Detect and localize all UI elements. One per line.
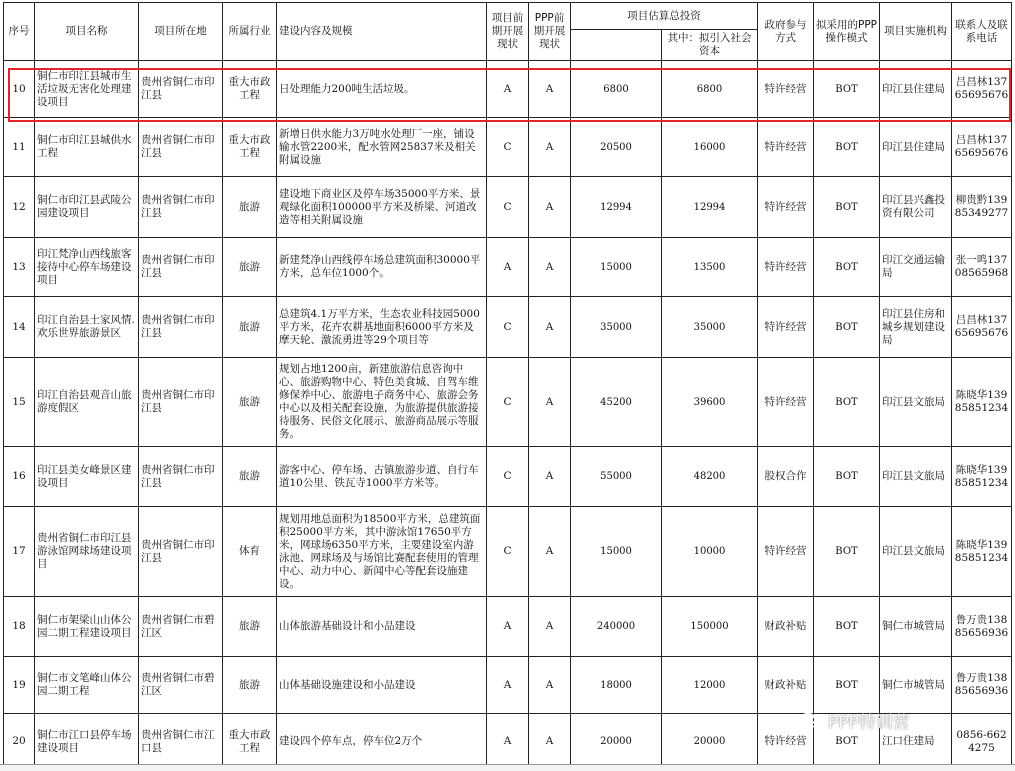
cell-gov-mode: 特许经营 — [758, 238, 814, 297]
cell-prework: A — [487, 714, 529, 770]
cell-seq: 10 — [4, 61, 35, 118]
header-industry: 所属行业 — [223, 3, 277, 61]
cell-location: 贵州省铜仁市印江县 — [139, 61, 223, 118]
cell-agency: 印江县住房和城乡规划建设局 — [880, 297, 952, 358]
cell-location: 贵州省铜仁市江口县 — [139, 714, 223, 770]
cell-op-mode: BOT — [814, 297, 880, 358]
cell-contact: 张一鸣13708565968 — [952, 238, 1012, 297]
cell-location: 贵州省铜仁市印江县 — [139, 118, 223, 177]
cell-seq: 18 — [4, 597, 35, 657]
cell-content: 规划用地总面积为18500平方米，总建筑面积25000平方米，其中游泳馆17650平方米，网球场6350平方米，主要建设室内游泳池、网球场及与场馆比赛配套使用的管理中心、动力中心、新闻中心等配套设施建设。 — [277, 507, 487, 597]
cell-location: 贵州省铜仁市印江县 — [139, 447, 223, 507]
cell-social: 48200 — [662, 447, 758, 507]
cell-prework: C — [487, 447, 529, 507]
cell-gov-mode: 股权合作 — [758, 447, 814, 507]
cell-ppp-prework: A — [529, 714, 571, 770]
cell-seq: 14 — [4, 297, 35, 358]
cell-prework: A — [487, 238, 529, 297]
cell-ppp-prework: A — [529, 507, 571, 597]
header-location: 项目所在地 — [139, 3, 223, 61]
cell-gov-mode: 特许经营 — [758, 61, 814, 118]
cell-industry: 旅游 — [223, 597, 277, 657]
header-of-which: 其中：拟引入社会资本 — [662, 30, 758, 61]
cell-contact: 吕昌林13765695676 — [952, 118, 1012, 177]
cell-industry: 旅游 — [223, 297, 277, 358]
cell-agency: 印江县文旅局 — [880, 447, 952, 507]
cell-content: 规划占地1200亩，新建旅游信息咨询中心、旅游购物中心、特色美食城、自驾车维修保养中心、旅游电子商务中心、旅游会务中心以及相关配套设施，为旅游提供旅游接待服务、民俗文化展示、旅游商品展示等服务。 — [277, 358, 487, 447]
cell-op-mode: BOT — [814, 714, 880, 770]
cell-prework: A — [487, 657, 529, 714]
header-gov-mode: 政府参与方式 — [758, 3, 814, 61]
cell-prework: C — [487, 507, 529, 597]
cell-agency: 印江县住建局 — [880, 118, 952, 177]
cell-industry: 重大市政工程 — [223, 61, 277, 118]
cell-name: 印江自治县土家风情.欢乐世界旅游景区 — [35, 297, 139, 358]
table-row — [4, 177, 1012, 238]
cell-social: 150000 — [662, 597, 758, 657]
cell-contact: 陈晓华13985851234 — [952, 358, 1012, 447]
cell-content: 游客中心、停车场、古镇旅游步道、自行车道10公里、铁瓦寺1000平方米等。 — [277, 447, 487, 507]
cell-content: 总建筑4.1万平方米，生态农业科技园5000平方米，花卉农耕基地面积6000平方米及摩天轮、激流勇进等29个项目等 — [277, 297, 487, 358]
table-body — [4, 61, 1012, 770]
cell-content: 山体基础设施建设和小品建设 — [277, 657, 487, 714]
cell-social: 12000 — [662, 657, 758, 714]
cell-contact: 鲁万贵13885656936 — [952, 657, 1012, 714]
cell-gov-mode: 特许经营 — [758, 177, 814, 238]
cell-seq: 11 — [4, 118, 35, 177]
cell-social: 13500 — [662, 238, 758, 297]
cell-agency: 铜仁市城管局 — [880, 657, 952, 714]
table-row — [4, 714, 1012, 770]
cell-total: 20500 — [571, 118, 662, 177]
cell-prework: C — [487, 297, 529, 358]
cell-total: 12994 — [571, 177, 662, 238]
cell-name: 铜仁市架梁山山体公园二期工程建设项目 — [35, 597, 139, 657]
cell-total: 15000 — [571, 507, 662, 597]
cell-industry: 旅游 — [223, 238, 277, 297]
header-seq: 序号 — [4, 3, 35, 61]
cell-social: 39600 — [662, 358, 758, 447]
cell-seq: 15 — [4, 358, 35, 447]
cell-name: 印江自治县观音山旅游度假区 — [35, 358, 139, 447]
cell-gov-mode: 财政补贴 — [758, 597, 814, 657]
cell-seq: 17 — [4, 507, 35, 597]
cell-op-mode: BOT — [814, 657, 880, 714]
cell-agency: 铜仁市城管局 — [880, 597, 952, 657]
cell-location: 贵州省铜仁市印江县 — [139, 177, 223, 238]
cell-industry: 旅游 — [223, 447, 277, 507]
cell-name: 铜仁市印江县城供水工程 — [35, 118, 139, 177]
header-investment-total — [571, 30, 662, 61]
cell-gov-mode: 特许经营 — [758, 118, 814, 177]
cell-contact: 吕昌林13765695676 — [952, 61, 1012, 118]
header-content: 建设内容及规模 — [277, 3, 487, 61]
cell-ppp-prework: A — [529, 657, 571, 714]
cell-op-mode: BOT — [814, 61, 880, 118]
cell-total: 55000 — [571, 447, 662, 507]
cell-name: 铜仁市江口县停车场建设项目 — [35, 714, 139, 770]
cell-total: 45200 — [571, 358, 662, 447]
header-name: 项目名称 — [35, 3, 139, 61]
cell-ppp-prework: A — [529, 297, 571, 358]
cell-op-mode: BOT — [814, 238, 880, 297]
cell-contact: 柳贵黔13985349277 — [952, 177, 1012, 238]
table-row — [4, 297, 1012, 358]
cell-prework: C — [487, 177, 529, 238]
cell-contact: 陈晓华13985851234 — [952, 447, 1012, 507]
cell-ppp-prework: A — [529, 447, 571, 507]
header-operation-mode: 拟采用的PPP操作模式 — [814, 3, 880, 61]
header-investment: 项目估算总投资 — [571, 3, 758, 30]
cell-ppp-prework: A — [529, 118, 571, 177]
table-row — [4, 597, 1012, 657]
cell-contact: 鲁万贵13885656936 — [952, 597, 1012, 657]
cell-total: 35000 — [571, 297, 662, 358]
table-row — [4, 118, 1012, 177]
cell-social: 35000 — [662, 297, 758, 358]
cell-seq: 12 — [4, 177, 35, 238]
cell-prework: A — [487, 61, 529, 118]
cell-industry: 旅游 — [223, 358, 277, 447]
cell-seq: 13 — [4, 238, 35, 297]
cell-location: 贵州省铜仁市印江县 — [139, 507, 223, 597]
cell-industry: 旅游 — [223, 177, 277, 238]
cell-name: 印江县美女峰景区建设项目 — [35, 447, 139, 507]
cell-agency: 印江县文旅局 — [880, 358, 952, 447]
table-row — [4, 61, 1012, 118]
cell-op-mode: BOT — [814, 507, 880, 597]
cell-location: 贵州省铜仁市碧江区 — [139, 597, 223, 657]
cell-industry: 体育 — [223, 507, 277, 597]
header-ppp-prework: PPP前期开展现状 — [529, 3, 571, 61]
table-row — [4, 358, 1012, 447]
cell-total: 15000 — [571, 238, 662, 297]
cell-op-mode: BOT — [814, 118, 880, 177]
watermark-text: PPP特训营 — [828, 712, 910, 733]
cell-ppp-prework: A — [529, 238, 571, 297]
cell-prework: A — [487, 597, 529, 657]
cell-name: 贵州省铜仁市印江县游泳馆网球场建设项目 — [35, 507, 139, 597]
cell-content: 山体旅游基础设计和小品建设 — [277, 597, 487, 657]
cell-industry: 重大市政工程 — [223, 714, 277, 770]
cell-contact: 0856-6624275 — [952, 714, 1012, 770]
cell-agency: 印江交通运输局 — [880, 238, 952, 297]
cell-op-mode: BOT — [814, 177, 880, 238]
cell-ppp-prework: A — [529, 358, 571, 447]
cell-location: 贵州省铜仁市印江县 — [139, 297, 223, 358]
cell-gov-mode: 特许经营 — [758, 358, 814, 447]
cell-social: 6800 — [662, 61, 758, 118]
cell-content: 建设地下商业区及停车场35000平方米、景观绿化面积100000平方米及桥梁、河道改造等相关附属设施 — [277, 177, 487, 238]
cell-seq: 20 — [4, 714, 35, 770]
cell-name: 印江梵净山西线旅客接待中心停车场建设项目 — [35, 238, 139, 297]
cell-industry: 旅游 — [223, 657, 277, 714]
cell-name: 铜仁市印江县武陵公园建设项目 — [35, 177, 139, 238]
cell-total: 240000 — [571, 597, 662, 657]
table-row — [4, 447, 1012, 507]
table-row — [4, 657, 1012, 714]
cell-content: 新建梵净山西线停车场总建筑面积30000平方米，总车位1000个。 — [277, 238, 487, 297]
cell-social: 12994 — [662, 177, 758, 238]
cell-gov-mode: 特许经营 — [758, 297, 814, 358]
cell-social: 16000 — [662, 118, 758, 177]
header-agency: 项目实施机构 — [880, 3, 952, 61]
cell-prework: C — [487, 118, 529, 177]
cell-total: 18000 — [571, 657, 662, 714]
cell-total: 6800 — [571, 61, 662, 118]
cell-location: 贵州省铜仁市印江县 — [139, 358, 223, 447]
cell-name: 铜仁市文笔峰山体公园二期工程 — [35, 657, 139, 714]
cell-agency: 江口住建局 — [880, 714, 952, 770]
table-row — [4, 507, 1012, 597]
cell-social: 20000 — [662, 714, 758, 770]
cell-agency: 印江县兴鑫投资有限公司 — [880, 177, 952, 238]
table-header — [4, 3, 1012, 61]
cell-industry: 重大市政工程 — [223, 118, 277, 177]
cell-agency: 印江县文旅局 — [880, 507, 952, 597]
table-row — [4, 238, 1012, 297]
cell-seq: 16 — [4, 447, 35, 507]
cell-content: 建设四个停车点，停车位2万个 — [277, 714, 487, 770]
ppp-project-table — [3, 2, 1012, 770]
cell-gov-mode: 特许经营 — [758, 714, 814, 770]
cell-social: 10000 — [662, 507, 758, 597]
cell-op-mode: BOT — [814, 597, 880, 657]
cell-gov-mode: 特许经营 — [758, 507, 814, 597]
cell-ppp-prework: A — [529, 177, 571, 238]
cell-op-mode: BOT — [814, 358, 880, 447]
cell-content: 新增日供水能力3万吨水处理厂一座，铺设输水管2200米，配水管网25837米及相关附属设施 — [277, 118, 487, 177]
cell-prework: C — [487, 358, 529, 447]
cell-location: 贵州省铜仁市碧江区 — [139, 657, 223, 714]
cell-seq: 19 — [4, 657, 35, 714]
cell-agency: 印江县住建局 — [880, 61, 952, 118]
cell-contact: 陈晓华13985851234 — [952, 507, 1012, 597]
header-contact: 联系人及联系电话 — [952, 3, 1012, 61]
cell-contact: 吕昌林13765695676 — [952, 297, 1012, 358]
cell-gov-mode: 财政补贴 — [758, 657, 814, 714]
header-prework: 项目前期开展现状 — [487, 3, 529, 61]
cell-op-mode: BOT — [814, 447, 880, 507]
cell-ppp-prework: A — [529, 597, 571, 657]
cell-location: 贵州省铜仁市印江县 — [139, 238, 223, 297]
cell-name: 铜仁市印江县城市生活垃圾无害化处理建设项目 — [35, 61, 139, 118]
cell-ppp-prework: A — [529, 61, 571, 118]
cell-total: 20000 — [571, 714, 662, 770]
cell-content: 日处理能力200吨生活垃圾。 — [277, 61, 487, 118]
